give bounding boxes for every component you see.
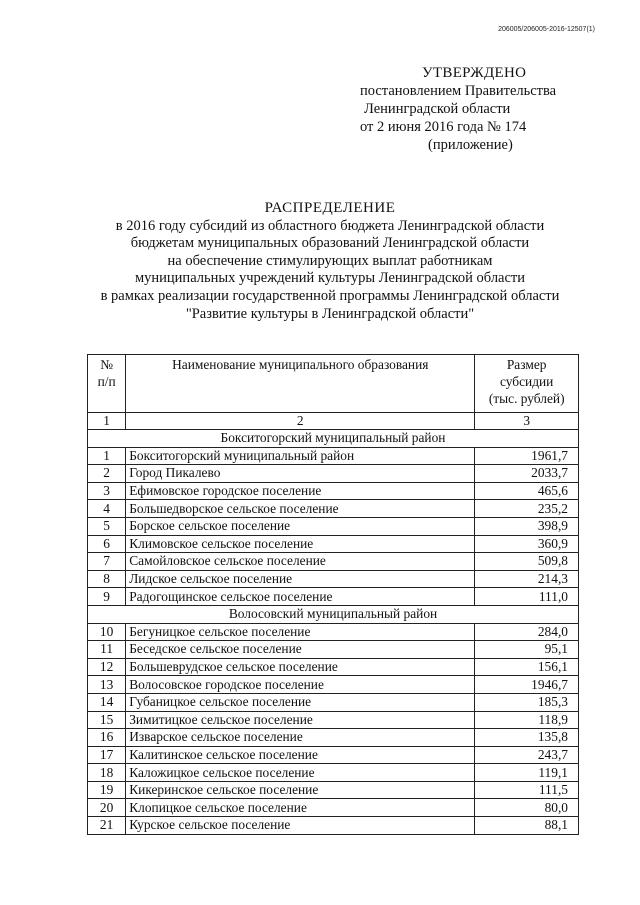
header-value-line: (тыс. рублей) — [488, 391, 565, 406]
approval-line: от 2 июня 2016 года № 174 — [360, 119, 527, 135]
row-number: 18 — [88, 764, 126, 782]
row-name: Калитинское сельское поселение — [126, 746, 475, 764]
table-row — [88, 588, 579, 606]
row-value: 214,3 — [475, 570, 579, 588]
table-row — [88, 799, 579, 817]
row-name: Лидское сельское поселение — [126, 570, 475, 588]
row-number: 19 — [88, 781, 126, 799]
table-header-row — [88, 355, 579, 413]
row-name: Волосовское городское поселение — [126, 676, 475, 694]
table-row — [88, 553, 579, 571]
row-value: 1961,7 — [475, 447, 579, 465]
table-row — [88, 817, 579, 835]
row-number: 12 — [88, 658, 126, 676]
heading-title: РАСПРЕДЕЛЕНИЕ — [264, 200, 396, 216]
column-number: 3 — [475, 413, 579, 430]
row-value: 88,1 — [475, 817, 579, 835]
row-name: Курское сельское поселение — [126, 817, 475, 835]
row-name: Бокситогорский муниципальный район — [126, 447, 475, 465]
row-number: 2 — [88, 465, 126, 483]
document-id: 206005/206005-2016-12507(1) — [498, 26, 595, 33]
column-number: 2 — [126, 413, 475, 430]
row-value: 118,9 — [475, 711, 579, 729]
approval-line: постановлением Правительства — [360, 83, 557, 99]
row-number: 17 — [88, 746, 126, 764]
row-name: Зимитицкое сельское поселение — [126, 711, 475, 729]
row-number: 15 — [88, 711, 126, 729]
approval-note: (приложение) — [428, 137, 513, 153]
subsidy-table — [87, 354, 579, 835]
row-value: 185,3 — [475, 693, 579, 711]
heading-line: "Развитие культуры в Ленинградской области" — [185, 305, 475, 322]
row-value: 398,9 — [475, 517, 579, 535]
row-value: 135,8 — [475, 729, 579, 747]
row-value: 119,1 — [475, 764, 579, 782]
column-number-row — [88, 413, 579, 430]
table-row — [88, 781, 579, 799]
section-title: Бокситогорский муниципальный район — [88, 430, 579, 448]
row-value: 509,8 — [475, 553, 579, 571]
table-row — [88, 746, 579, 764]
row-number: 21 — [88, 817, 126, 835]
row-value: 80,0 — [475, 799, 579, 817]
row-name: Кикеринское сельское поселение — [126, 781, 475, 799]
table-row — [88, 465, 579, 483]
row-name: Город Пикалево — [126, 465, 475, 483]
table-row — [88, 570, 579, 588]
table-row — [88, 693, 579, 711]
section-title: Волосовский муниципальный район — [88, 605, 579, 623]
row-number: 8 — [88, 570, 126, 588]
row-value: 465,6 — [475, 482, 579, 500]
row-name: Ефимовское городское поселение — [126, 482, 475, 500]
document-heading — [50, 200, 610, 323]
row-name: Борское сельское поселение — [126, 517, 475, 535]
table-row — [88, 482, 579, 500]
heading-line: муниципальных учреждений культуры Ленинградской области — [134, 270, 526, 287]
row-number: 4 — [88, 500, 126, 518]
row-value: 111,0 — [475, 588, 579, 606]
row-name: Климовское сельское поселение — [126, 535, 475, 553]
row-value: 111,5 — [475, 781, 579, 799]
row-name: Бегуницкое сельское поселение — [126, 623, 475, 641]
row-value: 95,1 — [475, 641, 579, 659]
row-name: Самойловское сельское поселение — [126, 553, 475, 571]
row-number: 16 — [88, 729, 126, 747]
table-row — [88, 764, 579, 782]
row-number: 1 — [88, 447, 126, 465]
row-number: 3 — [88, 482, 126, 500]
header-number-line: п/п — [97, 374, 116, 389]
row-number: 5 — [88, 517, 126, 535]
table-row — [88, 658, 579, 676]
row-name: Большедворское сельское поселение — [126, 500, 475, 518]
row-value: 1946,7 — [475, 676, 579, 694]
section-header-row — [88, 605, 579, 623]
heading-line: бюджетам муниципальных образований Ленинградской области — [130, 235, 530, 252]
table-row — [88, 623, 579, 641]
row-number: 13 — [88, 676, 126, 694]
row-number: 6 — [88, 535, 126, 553]
approval-line: Ленинградской области — [364, 101, 511, 117]
row-name: Беседское сельское поселение — [126, 641, 475, 659]
row-number: 7 — [88, 553, 126, 571]
row-name: Большеврудское сельское поселение — [126, 658, 475, 676]
column-number: 1 — [88, 413, 126, 430]
row-number: 20 — [88, 799, 126, 817]
table-row — [88, 535, 579, 553]
table-row — [88, 641, 579, 659]
row-value: 235,2 — [475, 500, 579, 518]
row-number: 10 — [88, 623, 126, 641]
heading-line: на обеспечение стимулирующих выплат работникам — [167, 252, 493, 269]
row-name: Радогощинское сельское поселение — [126, 588, 475, 606]
table-row — [88, 729, 579, 747]
heading-line: в 2016 году субсидий из областного бюджета Ленинградской области — [115, 217, 545, 234]
table-row — [88, 447, 579, 465]
approval-title: УТВЕРЖДЕНО — [422, 65, 527, 81]
row-value: 156,1 — [475, 658, 579, 676]
section-header-row — [88, 430, 579, 448]
row-value: 284,0 — [475, 623, 579, 641]
row-value: 360,9 — [475, 535, 579, 553]
row-name: Губаницкое сельское поселение — [126, 693, 475, 711]
table-row — [88, 711, 579, 729]
table-row — [88, 676, 579, 694]
row-name: Изварское сельское поселение — [126, 729, 475, 747]
table-row — [88, 500, 579, 518]
row-number: 11 — [88, 641, 126, 659]
row-name: Клопицкое сельское поселение — [126, 799, 475, 817]
header-value-line: Размер — [506, 357, 547, 372]
header-value — [475, 355, 579, 413]
header-number — [88, 355, 126, 413]
header-name: Наименование муниципального образования — [126, 355, 475, 413]
table-row — [88, 517, 579, 535]
row-value: 2033,7 — [475, 465, 579, 483]
header-number-line: № — [100, 357, 113, 372]
approval-block — [358, 64, 598, 154]
row-number: 9 — [88, 588, 126, 606]
row-value: 243,7 — [475, 746, 579, 764]
row-name: Каложицкое сельское поселение — [126, 764, 475, 782]
heading-line: в рамках реализации государственной программы Ленинградской области — [100, 287, 560, 304]
header-value-line: субсидии — [499, 374, 554, 389]
row-number: 14 — [88, 693, 126, 711]
